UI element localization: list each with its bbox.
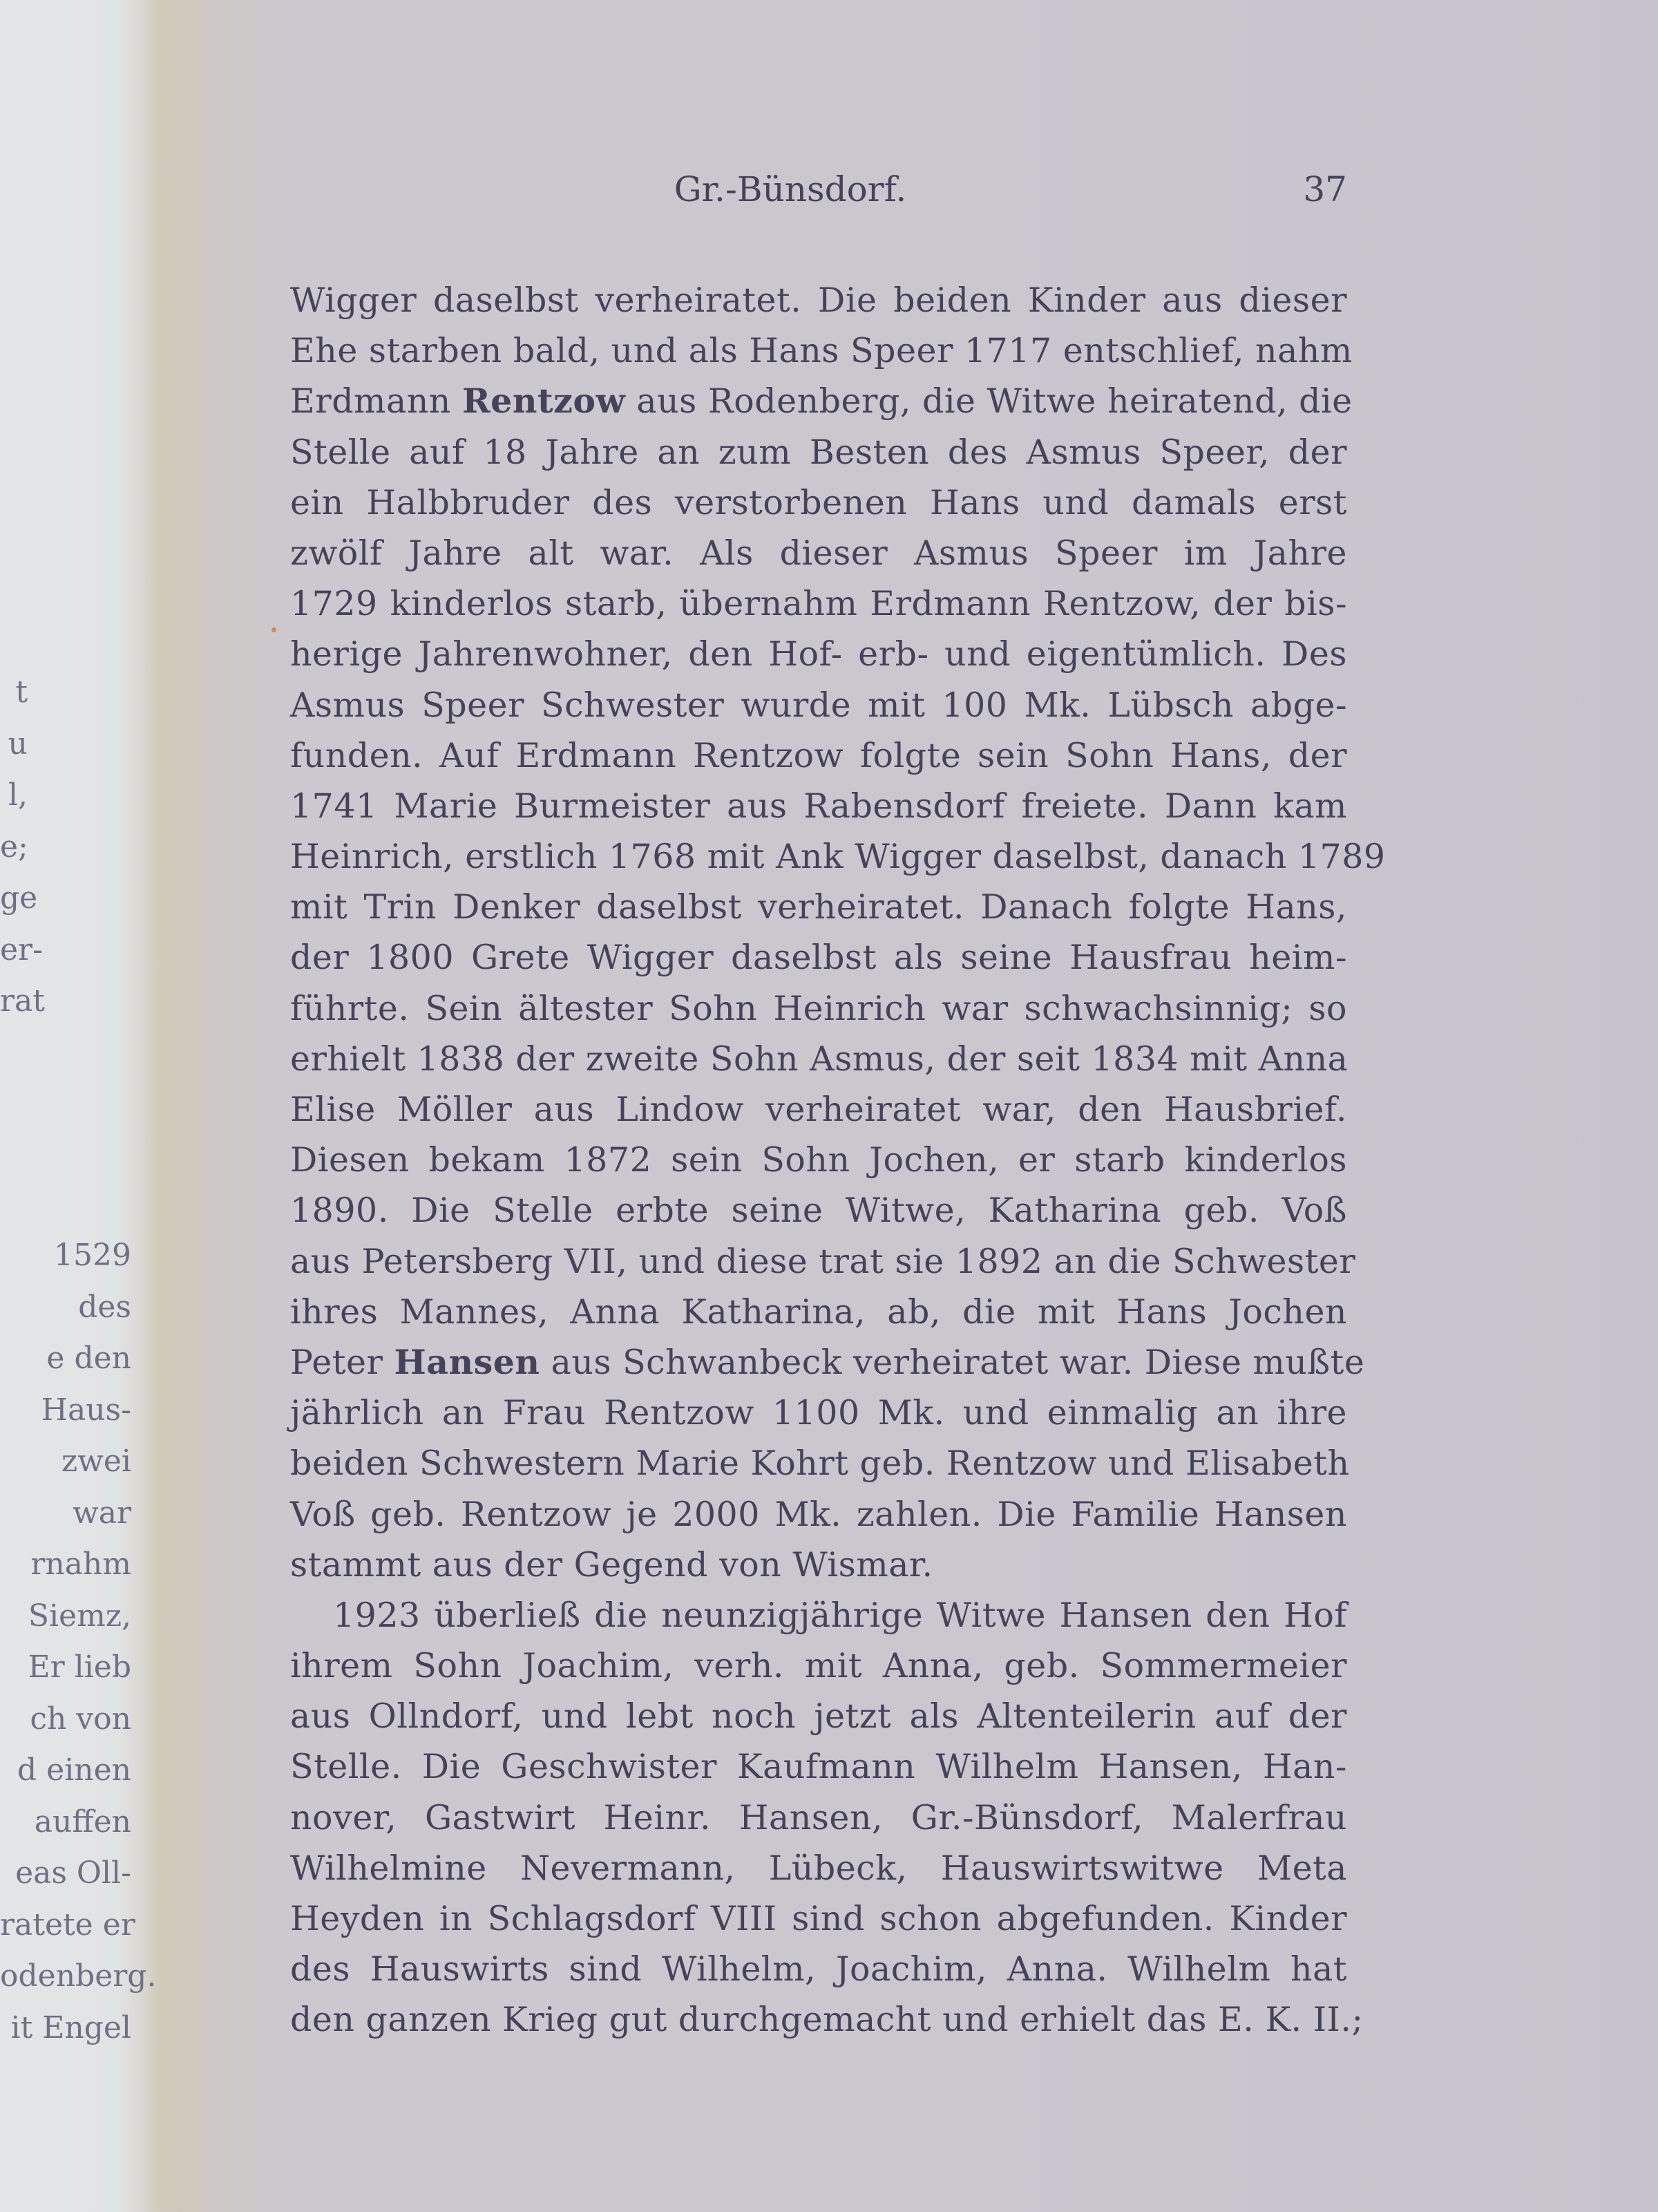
facing-page-fragment: odenberg.: [0, 1958, 157, 1994]
text-line: Asmus Speer Schwester wurde mit 100 Mk. Lübsch abge-: [290, 685, 1347, 725]
text-line: [290, 376, 1353, 426]
text-line: jährlich an Frau Rentzow 1100 Mk. und einmalig an ihre: [290, 1393, 1347, 1433]
facing-page-fragment: it Engel: [10, 2010, 131, 2045]
text-line: führte. Sein ältester Sohn Heinrich war schwachsinnig; so: [290, 988, 1347, 1028]
text-line: ihrem Sohn Joachim, verh. mit Anna, geb. Sommermeier: [290, 1646, 1347, 1686]
text-line: aus Petersberg VII, und diese trat sie 1892 an die Schwester: [290, 1241, 1356, 1281]
facing-page-fragment: e;: [0, 829, 28, 864]
running-head-title: Gr.-Bünsdorf.: [674, 169, 907, 209]
text-line: 1923 überließ die neunzigjährige Witwe Hansen den Hof: [333, 1595, 1347, 1635]
text-line: Heyden in Schlagsdorf VIII sind schon abgefunden. Kinder: [290, 1899, 1347, 1938]
facing-page-fragment: eas Oll-: [15, 1855, 131, 1891]
facing-page-fragment: e den: [46, 1341, 131, 1376]
text-line: Elise Möller aus Lindow verheiratet war, den Hausbrief.: [290, 1090, 1347, 1129]
facing-page-fragment: 1529: [54, 1238, 131, 1273]
facing-page-fragment: l,: [8, 777, 28, 813]
text-line: Heinrich, erstlich 1768 mit Ank Wigger daselbst, danach 1789: [290, 837, 1386, 877]
facing-page-fragment: ratete er: [0, 1907, 135, 1942]
facing-page-fragment: d einen: [17, 1752, 131, 1788]
text-line: Ehe starben bald, und als Hans Speer 1717 entschlief, nahm: [290, 331, 1353, 371]
text-line: nover, Gastwirt Heinr. Hansen, Gr.-Bünsdorf, Malerfrau: [290, 1797, 1347, 1837]
facing-page-fragment: des: [78, 1289, 131, 1325]
text-line: Stelle. Die Geschwister Kaufmann Wilhelm Hansen, Han-: [290, 1747, 1347, 1787]
running-head: [289, 169, 1347, 218]
text-line: zwölf Jahre alt war. Als dieser Asmus Speer im Jahre: [290, 533, 1347, 573]
facing-page-fragment: Haus-: [41, 1392, 131, 1428]
facing-page-fragment: rnahm: [30, 1547, 131, 1582]
text-line: 1729 kinderlos starb, übernahm Erdmann Rentzow, der bis-: [290, 584, 1347, 624]
text-line: [290, 1337, 1365, 1388]
body-text: [290, 275, 1386, 2045]
text-segment: aus Rodenberg, die Witwe heiratend, die: [625, 381, 1353, 422]
facing-page-fragment: t: [15, 674, 28, 710]
facing-page-fragment: u: [8, 726, 28, 762]
text-line: der 1800 Grete Wigger daselbst als seine Hausfrau heim-: [290, 938, 1347, 978]
text-line: aus Ollndorf, und lebt noch jetzt als Altenteilerin auf der: [290, 1696, 1347, 1737]
facing-page-fragment: ge: [0, 880, 38, 916]
text-line: mit Trin Denker daselbst verheiratet. Danach folgte Hans,: [290, 887, 1347, 927]
text-line: 1741 Marie Burmeister aus Rabensdorf freiete. Dann kam: [290, 786, 1347, 826]
facing-page-fragment: war: [73, 1495, 131, 1531]
text-line: Wilhelmine Nevermann, Lübeck, Hauswirtswitwe Meta: [290, 1848, 1347, 1888]
text-segment: Peter: [290, 1342, 394, 1382]
text-line: Wigger daselbst verheiratet. Die beiden Kinder aus dieser: [290, 281, 1347, 320]
facing-page-fragment: zwei: [61, 1444, 131, 1479]
text-line: den ganzen Krieg gut durchgemacht und erhielt das E. K. II.;: [290, 2000, 1364, 2040]
text-line: Voß geb. Rentzow je 2000 Mk. zahlen. Die Familie Hansen: [290, 1494, 1347, 1534]
bold-name: Hansen: [394, 1341, 540, 1382]
facing-page-fragments-top: [0, 667, 45, 1028]
facing-page-fragment: Er lieb: [28, 1649, 131, 1685]
facing-page-fragments-bottom: [0, 1230, 157, 2054]
text-line: ein Halbbruder des verstorbenen Hans und damals erst: [290, 482, 1347, 522]
text-line: funden. Auf Erdmann Rentzow folgte sein Sohn Hans, der: [290, 735, 1347, 775]
page-number: 37: [1303, 169, 1347, 209]
text-line: stammt aus der Gegend von Wismar.: [290, 1544, 933, 1585]
text-line: beiden Schwestern Marie Kohrt geb. Rentzow und Elisabeth: [290, 1444, 1350, 1484]
text-line: Stelle auf 18 Jahre an zum Besten des Asmus Speer, der: [290, 432, 1347, 472]
text-line: 1890. Die Stelle erbte seine Witwe, Katharina geb. Voß: [290, 1191, 1347, 1231]
text-line: ihres Mannes, Anna Katharina, ab, die mit Hans Jochen: [290, 1292, 1347, 1332]
text-line: Diesen bekam 1872 sein Sohn Jochen, er starb kinderlos: [290, 1140, 1347, 1180]
facing-page-fragment: auffen: [34, 1804, 131, 1840]
text-segment: Erdmann: [290, 381, 462, 422]
facing-page-fragment: rat: [0, 983, 45, 1019]
bold-name: Rentzow: [461, 381, 626, 422]
facing-page-fragment: Siemz,: [28, 1598, 131, 1634]
text-line: erhielt 1838 der zweite Sohn Asmus, der seit 1834 mit Anna: [290, 1039, 1349, 1079]
facing-page-fragment: er-: [0, 932, 43, 967]
text-line: des Hauswirts sind Wilhelm, Joachim, Anna. Wilhelm hat: [290, 1949, 1347, 1989]
text-line: herige Jahrenwohner, den Hof- erb- und eigentümlich. Des: [290, 634, 1347, 674]
text-segment: aus Schwanbeck verheiratet war. Diese mußte: [540, 1342, 1365, 1382]
paper-stain: [271, 627, 276, 632]
facing-page-fragment: ch von: [30, 1701, 131, 1737]
